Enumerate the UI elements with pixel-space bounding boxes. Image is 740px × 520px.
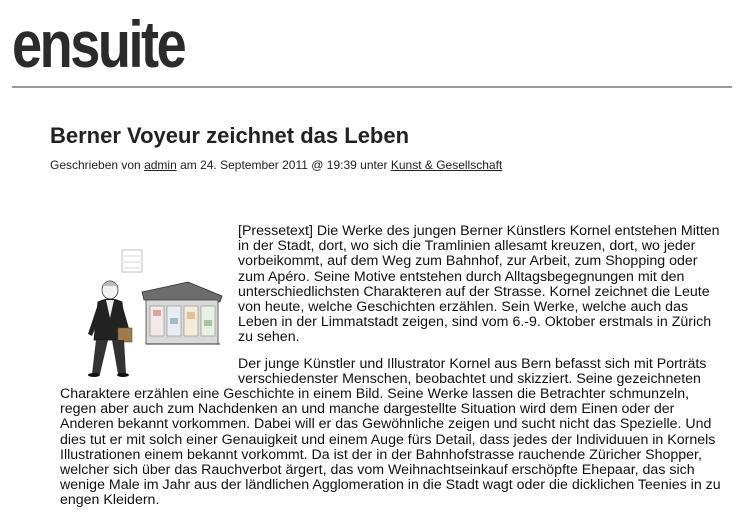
article-body [60,224,728,520]
byline-date: am 24. September 2011 @ 19:39 unter [176,158,391,172]
article-title[interactable]: Berner Voyeur zeichnet das Leben [50,123,410,148]
site-logo[interactable]: ensuite [12,7,185,81]
category-link[interactable]: Kunst & Gesellschaft [390,158,503,172]
author-link[interactable]: admin [144,158,177,172]
article-paragraph-2: Der junge Künstler und Illustrator Kornel aus Bern befasst sich mit Porträts verschiedenster Menschen, beobachtet und skizziert. Seine gezeichneten Charaktere erzählen eine Geschichte in einem Bild. Seine Werke lassen die Betrachter schmunzeln, regen aber auch zum Nachdenken an und manche dargestellte Situation wird dem Einen oder der Anderen bekannt vorkommen. Dabei will er das Gewöhnliche zeigen und sucht nicht das Spezielle. Und dies tut er mit solch einer Genauigkeit und einem Auge fürs Detail, dass jedes der Individuuen in Kornels Illustrationen einem bekannt vorkommt. Da ist der in der Bahnhofstrasse rauchende Züricher Shopper, welcher sich über das Rauchverbot ärgert, das vom Weihnachtseinkauf erschöpfte Ehepaar, das sich wenige Male im Jahr aus der ländlichen Agglomeration in die Stadt wagt oder die dicklichen Teenies in zu engen Kleidern. [60,355,721,509]
article-byline [50,157,502,173]
article-paragraph-1: [Pressetext] Die Werke des jungen Berner Künstlers Kornel entstehen Mitten in der Stadt, dort, wo sich die Tramlinien allesamt kreuzen, dort, wo jeder vorbeikommt, auf dem Weg zum Bahnhof, zur Arbeit, zum Shopping oder zum Apéro. Seine Motive entstehen durch Alltagsbegegnungen mit den unterschiedlichsten Charakteren auf der Strasse. Kornel zeichnet die Leute von heute, welche Geschichten erzählen. Sein Werke, welche auch das Leben in der Limmatstadt zeigen, sind vom 6.-9. Oktober erstmals in Zürich zu sehen. [238,223,720,346]
illustration-spacer [60,224,238,372]
byline-prefix: Geschrieben von [50,158,145,172]
header-divider [12,86,732,88]
